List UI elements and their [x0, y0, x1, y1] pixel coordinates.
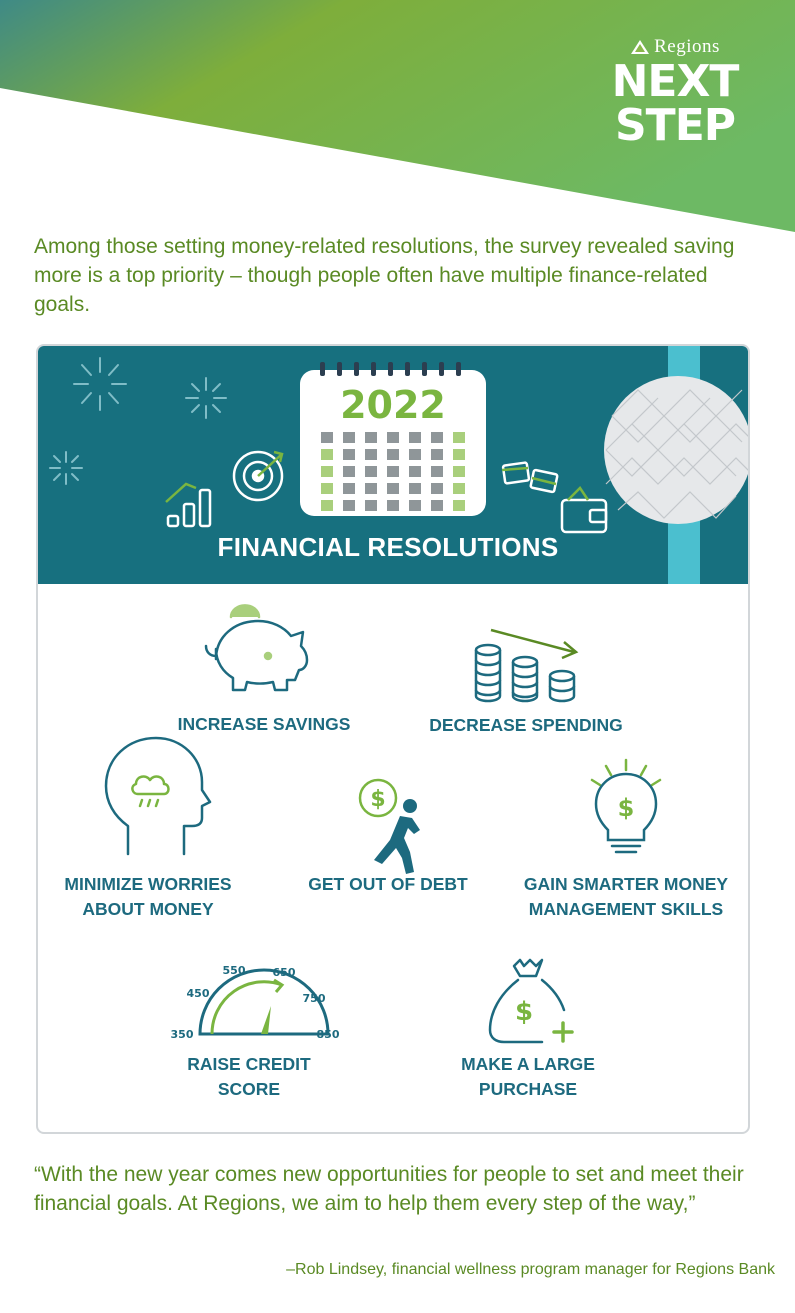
calendar-day-cell: [321, 449, 333, 460]
calendar-day-cell: [409, 466, 421, 477]
calendar-icon: [300, 362, 486, 516]
calendar-day-cell: [387, 449, 399, 460]
calendar-day-cell: [321, 483, 333, 494]
brand-name: Regions: [654, 36, 720, 57]
calendar-day-cell: [431, 483, 443, 494]
growth-chart-icon: [166, 484, 210, 526]
calendar-day-cell: [453, 449, 465, 460]
calendar-day-cell: [431, 449, 443, 460]
calendar-day-cell: [343, 466, 355, 477]
resolution-minimize-worries: MINIMIZE WORRIES ABOUT MONEY: [64, 874, 232, 919]
diamond-seal-icon: [604, 376, 750, 524]
svg-text:$: $: [370, 787, 386, 812]
product-name: NEXT STEP: [611, 56, 739, 151]
gauge-tick-750: 750: [302, 992, 326, 1005]
cut-card-icon: [502, 462, 558, 492]
calendar-day-cell: [365, 466, 377, 477]
wallet-icon: [562, 488, 606, 532]
gauge-tick-450: 450: [186, 987, 210, 1000]
resolution-get-out-of-debt: GET OUT OF DEBT: [308, 874, 468, 894]
gauge-tick-650: 650: [272, 966, 296, 979]
calendar-day-cell: [453, 500, 465, 511]
head-cloud-icon: [106, 738, 210, 854]
gauge-tick-350: 350: [170, 1028, 194, 1041]
calendar-day-cell: [321, 500, 333, 511]
coin-stacks-down-icon: [476, 630, 576, 701]
calendar-day-cell: [387, 466, 399, 477]
calendar-day-cell: [387, 500, 399, 511]
calendar-day-cell: [409, 449, 421, 460]
gauge-tick-850: 850: [316, 1028, 340, 1041]
calendar-day-cell: [387, 432, 399, 443]
calendar-day-cell: [453, 432, 465, 443]
calendar-day-cell: [321, 466, 333, 477]
resolution-money-management: GAIN SMARTER MONEY MANAGEMENT SKILLS: [523, 874, 729, 919]
calendar-day-cell: [365, 483, 377, 494]
money-bag-plus-icon: [490, 960, 572, 1042]
calendar-day-cell: [343, 432, 355, 443]
resolution-raise-credit-score: RAISE CREDIT SCORE: [187, 1054, 311, 1099]
svg-text:$: $: [617, 794, 635, 822]
resolution-large-purchase: MAKE A LARGE PURCHASE: [461, 1054, 595, 1099]
calendar-day-cell: [409, 432, 421, 443]
intro-text: Among those setting money-related resolutions, the survey revealed saving more is a top priority – though people often have multiple finance-related goals.: [34, 235, 735, 316]
piggy-bank-icon: [206, 605, 307, 690]
svg-text:$: $: [514, 997, 534, 1027]
calendar-day-cell: [431, 466, 443, 477]
resolutions-card: [36, 344, 750, 1134]
calendar-day-cell: [431, 432, 443, 443]
calendar-day-cell: [409, 483, 421, 494]
calendar-year: 2022: [340, 383, 446, 427]
target-icon: [234, 452, 282, 500]
regions-wordmark: [605, 36, 745, 58]
quote-attribution: –Rob Lindsey, financial wellness program manager for Regions Bank: [286, 1261, 775, 1278]
calendar-day-cell: [365, 432, 377, 443]
credit-gauge-icon: [171, 964, 340, 1041]
calendar-day-cell: [409, 500, 421, 511]
quote-text: “With the new year comes new opportunities for people to set and meet their financial goals. At Regions, we aim to help them every step of the way,”: [34, 1163, 744, 1215]
gauge-tick-550: 550: [222, 964, 246, 977]
regions-triangle-icon: [630, 39, 650, 55]
resolution-icons: [38, 584, 750, 1134]
calendar-day-cell: [343, 449, 355, 460]
calendar-day-cell: [365, 449, 377, 460]
calendar-day-cell: [453, 466, 465, 477]
fireworks-icon: [50, 358, 226, 484]
person-carrying-coin-icon: [360, 780, 420, 874]
lightbulb-dollar-icon: [592, 760, 660, 852]
calendar-day-cell: [453, 483, 465, 494]
calendar-day-cell: [387, 483, 399, 494]
calendar-day-cell: [343, 483, 355, 494]
resolution-increase-savings: INCREASE SAVINGS: [177, 714, 351, 734]
card-header: [38, 346, 748, 584]
calendar-day-cell: [321, 432, 333, 443]
regions-next-step-logo: [605, 36, 745, 151]
calendar-day-cell: [343, 500, 355, 511]
resolution-decrease-spending: DECREASE SPENDING: [429, 715, 623, 735]
calendar-day-cell: [431, 500, 443, 511]
card-title: FINANCIAL RESOLUTIONS: [217, 532, 559, 562]
calendar-day-cell: [365, 500, 377, 511]
